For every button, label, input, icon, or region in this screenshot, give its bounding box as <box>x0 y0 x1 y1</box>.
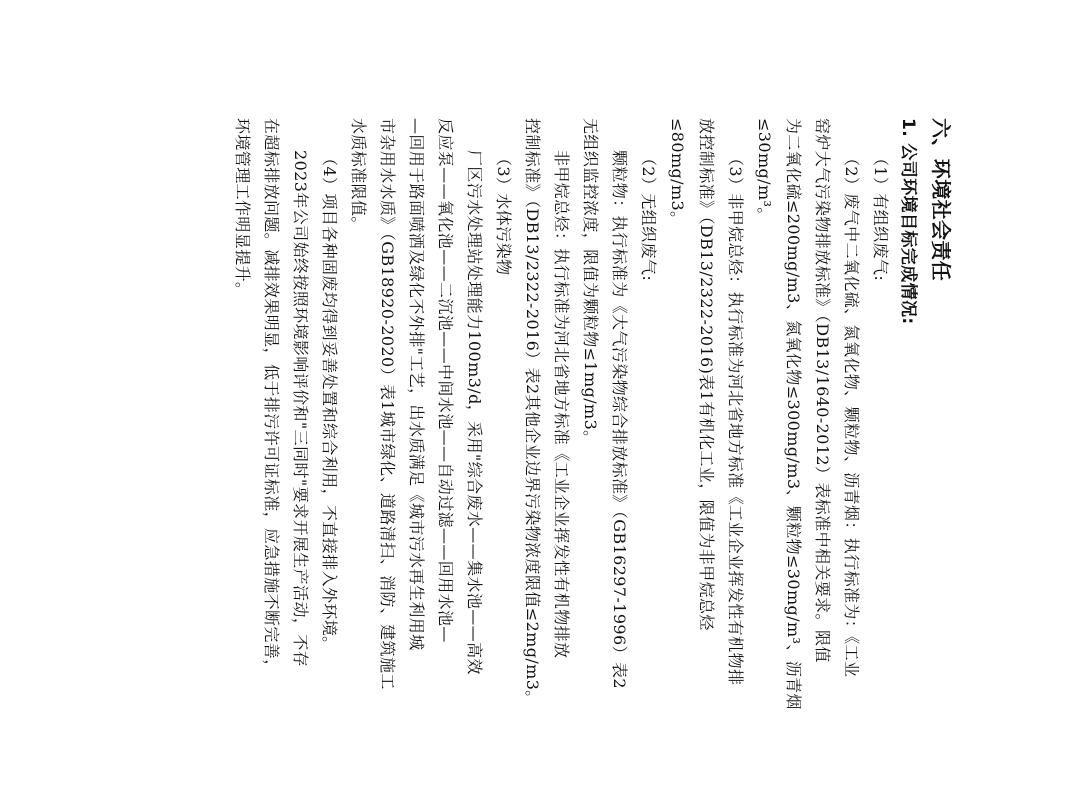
paragraph-nmhc-line-3: ≤80mg/m3。 <box>668 118 687 228</box>
paragraph-summary-line-1: 2023年公司始终按照环境影响评价和"三同时"要求开展生产活动，不存 <box>291 150 310 668</box>
paragraph-wastewater-line-1: 厂区污水处理站处理能力100m3/d，采用"综合废水——集水池——高效 <box>465 150 484 675</box>
paragraph-organized-gas: （1）有组织废气: <box>871 150 890 282</box>
paragraph-kiln-line-1: （2）废气中二氧化硫、氮氧化物、颗粒物、沥青烟：执行标准为：《工业 <box>842 150 861 678</box>
paragraph-kiln-line-2: 窑炉大气污染物排放标准》（DB13/1640-2012）表标准中相关要求。限值 <box>813 118 832 663</box>
paragraph-wastewater-line-5: 水质标准限值。 <box>349 118 368 233</box>
paragraph-boundary-nmhc-line-2: 控制标准》（DB13/2322-2016）表2其他企业边界污染物浓度限值≤2mg/m3。 <box>523 118 542 707</box>
paragraph-summary-line-3: 环境管理工作明显提升。 <box>233 118 252 299</box>
section-title: 六、环境社会责任 <box>929 118 953 282</box>
paragraph-summary-line-2: 在超标排放问题。减排效果明显，低于排污许可证标准，应急措施不断完善， <box>262 118 281 676</box>
paragraph-kiln-line-4: ≤30mg/m³。 <box>755 118 774 224</box>
subsection-title: 1. 公司环境目标完成情况: <box>898 118 918 325</box>
paragraph-kiln-line-3: 为二氧化硫≤200mg/m3、氮氧化物≤300mg/m3、颗粒物≤30mg/m³、沥青烟 <box>784 118 803 710</box>
paragraph-nmhc-line-2: 放控制标准》（DB13/2322-2016)表1有机化工业，限值为非甲烷总烃 <box>697 118 716 631</box>
paragraph-particulate-line-2: 无组织监控浓度，限值为颗粒物≤1mg/m3。 <box>581 118 600 447</box>
paragraph-solid-waste: （4）项目各种固废均得到妥善处置和综合利用，不直接排入外环境。 <box>320 150 339 653</box>
paragraph-boundary-nmhc-line-1: 非甲烷总烃：执行标准为河北省地方标准《工业企业挥发性有机物排放 <box>552 150 571 659</box>
paragraph-nmhc-line-1: （3）非甲烷总烃：执行标准为河北省地方标准《工业企业挥发性有机物排 <box>726 150 745 686</box>
paragraph-wastewater-line-2: 反应泵——氧化池——二沉池——中间水池——自动过滤——回用水池— <box>436 118 455 643</box>
paragraph-water-pollutants: （3）水体污染物 <box>494 150 513 276</box>
paragraph-particulate-line-1: 颗粒物：执行标准为《大气污染物综合排放标准》（GB16297-1996）表2 <box>610 150 629 689</box>
paragraph-wastewater-line-3: —回用于路面喷洒及绿化不外排"工艺，出水质满足《城市污水再生利用城 <box>407 118 426 651</box>
paragraph-wastewater-line-4: 市杂用水水质》（GB18920-2020）表1城市绿化、道路清扫、消防、建筑施工 <box>378 118 397 690</box>
paragraph-unorganized-gas: （2）无组织废气: <box>639 150 658 282</box>
